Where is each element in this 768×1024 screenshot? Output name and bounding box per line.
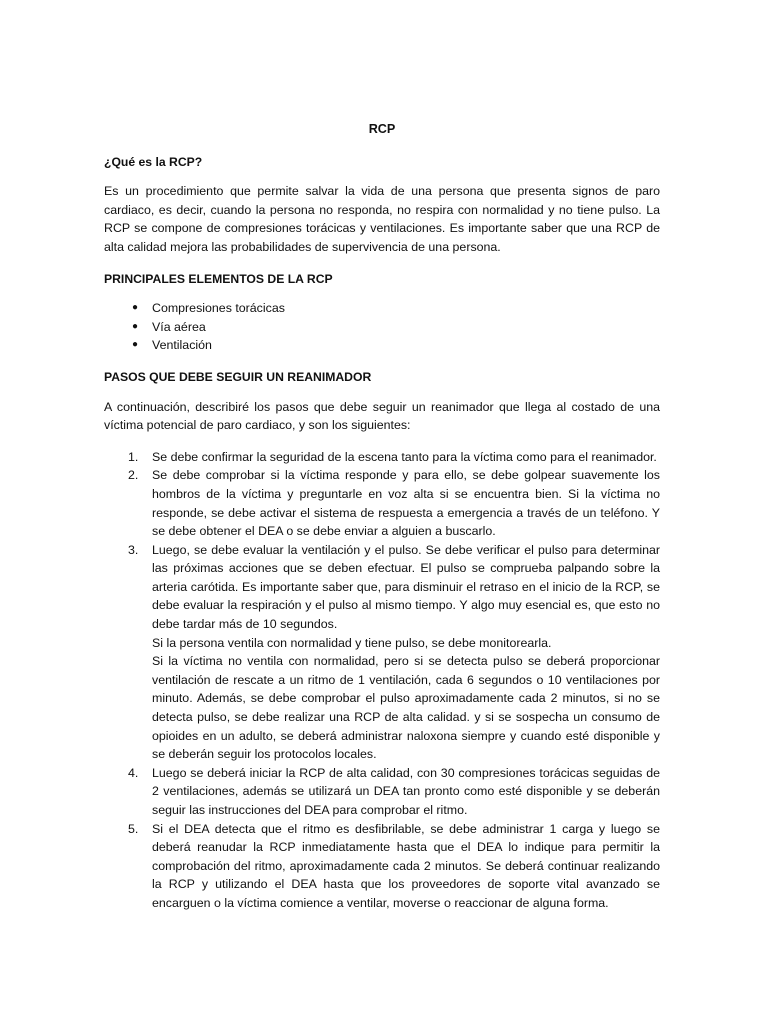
step-item xyxy=(104,764,660,820)
step-subparagraph: Si la víctima no ventila con normalidad, pero si se detecta pulso se deberá proporcionar ventilación de rescate a un ritmo de 1 ventilación, cada 6 segundos o 10 ventilaciones por minuto. Además, se debe comprobar el pulso aproximadamente cada 2 minutos, si no se detecta pulso, se debe realizar una RCP de alta calidad. y si se sospecha un consumo de opioides en un adulto, se deberá administrar naloxona siempre y cuando esté disponible y se deberán seguir los protocolos locales. xyxy=(152,654,660,762)
step-number: 3. xyxy=(128,542,139,557)
step-number: 5. xyxy=(128,821,139,836)
intro-paragraph: Es un procedimiento que permite salvar la vida de una persona que presenta signos de paro cardiaco, es decir, cuando la persona no responda, no respira con normalidad y no tiene pulso. La RCP se compone de compresiones torácicas y ventilaciones. Es importante saber que una RCP de alta calidad mejora las probabilidades de supervivencia de una persona. xyxy=(104,184,660,254)
step-number: 4. xyxy=(128,765,139,780)
steps-list xyxy=(104,448,660,913)
bullet-icon: ● xyxy=(132,320,139,332)
list-item-text: Compresiones torácicas xyxy=(152,301,285,316)
step-item xyxy=(104,541,660,764)
step-item xyxy=(104,448,660,467)
bullet-icon: ● xyxy=(132,302,139,314)
steps-heading: PASOS QUE DEBE SEGUIR UN REANIMADOR xyxy=(104,369,372,384)
step-number: 1. xyxy=(128,449,139,464)
list-item-text: Vía aérea xyxy=(152,319,206,334)
list-item-text: Ventilación xyxy=(152,338,212,353)
list-item xyxy=(104,318,660,337)
step-text: Si el DEA detecta que el ritmo es desfibrilable, se debe administrar 1 carga y luego se deberá reanudar la RCP inmediatamente hasta que el DEA lo indique para permitir la comprobación del ritmo, aproximadamente cada 2 minutos. Se deberá continuar realizando la RCP y utilizando el DEA hasta que los proveedores de soporte vital avanzado se encarguen o la víctima comience a ventilar, moverse o reaccionar de alguna forma. xyxy=(152,821,660,910)
list-item xyxy=(104,299,660,318)
list-item xyxy=(104,336,660,355)
step-number: 2. xyxy=(128,468,139,483)
step-item xyxy=(104,466,660,540)
bullet-icon: ● xyxy=(132,339,139,351)
step-item xyxy=(104,820,660,913)
elements-heading: PRINCIPALES ELEMENTOS DE LA RCP xyxy=(104,271,333,286)
elements-list xyxy=(104,299,660,355)
step-text: Luego se deberá iniciar la RCP de alta calidad, con 30 compresiones torácicas seguidas de 2 ventilaciones, además se utilizará un DEA tan pronto como esté disponible y se deberán seguir las instrucciones del DEA para comprobar el ritmo. xyxy=(152,765,660,817)
document-title: RCP xyxy=(368,122,396,136)
steps-intro-paragraph: A continuación, describiré los pasos que debe seguir un reanimador que llega al costado de una víctima potencial de paro cardiaco, y son los siguientes: xyxy=(104,399,660,433)
step-text: Se debe confirmar la seguridad de la escena tanto para la víctima como para el reanimador. xyxy=(152,449,657,464)
step-text: Se debe comprobar si la víctima responde y para ello, se debe golpear suavemente los hombros de la víctima y preguntarle en voz alta si se encuentra bien. Si la víctima no responde, se debe activar el sistema de respuesta a emergencia a través de un teléfono. Y se debe obtener el DEA o se debe enviar a alguien a buscarlo. xyxy=(152,468,660,539)
step-text: Luego, se debe evaluar la ventilación y el pulso. Se debe verificar el pulso para determinar las próximas acciones que se deben efectuar. El pulso se comprueba palpando sobre la arteria carótida. Es importante saber que, para disminuir el retraso en el inicio de la RCP, se debe evaluar la respiración y el pulso al mismo tiempo. Y algo muy esencial es, que esto no debe tardar más de 10 segundos. xyxy=(152,542,660,632)
document-page xyxy=(104,120,660,913)
question-heading: ¿Qué es la RCP? xyxy=(104,154,203,169)
step-subparagraph: Si la persona ventila con normalidad y tiene pulso, se debe monitorearla. xyxy=(152,635,552,650)
